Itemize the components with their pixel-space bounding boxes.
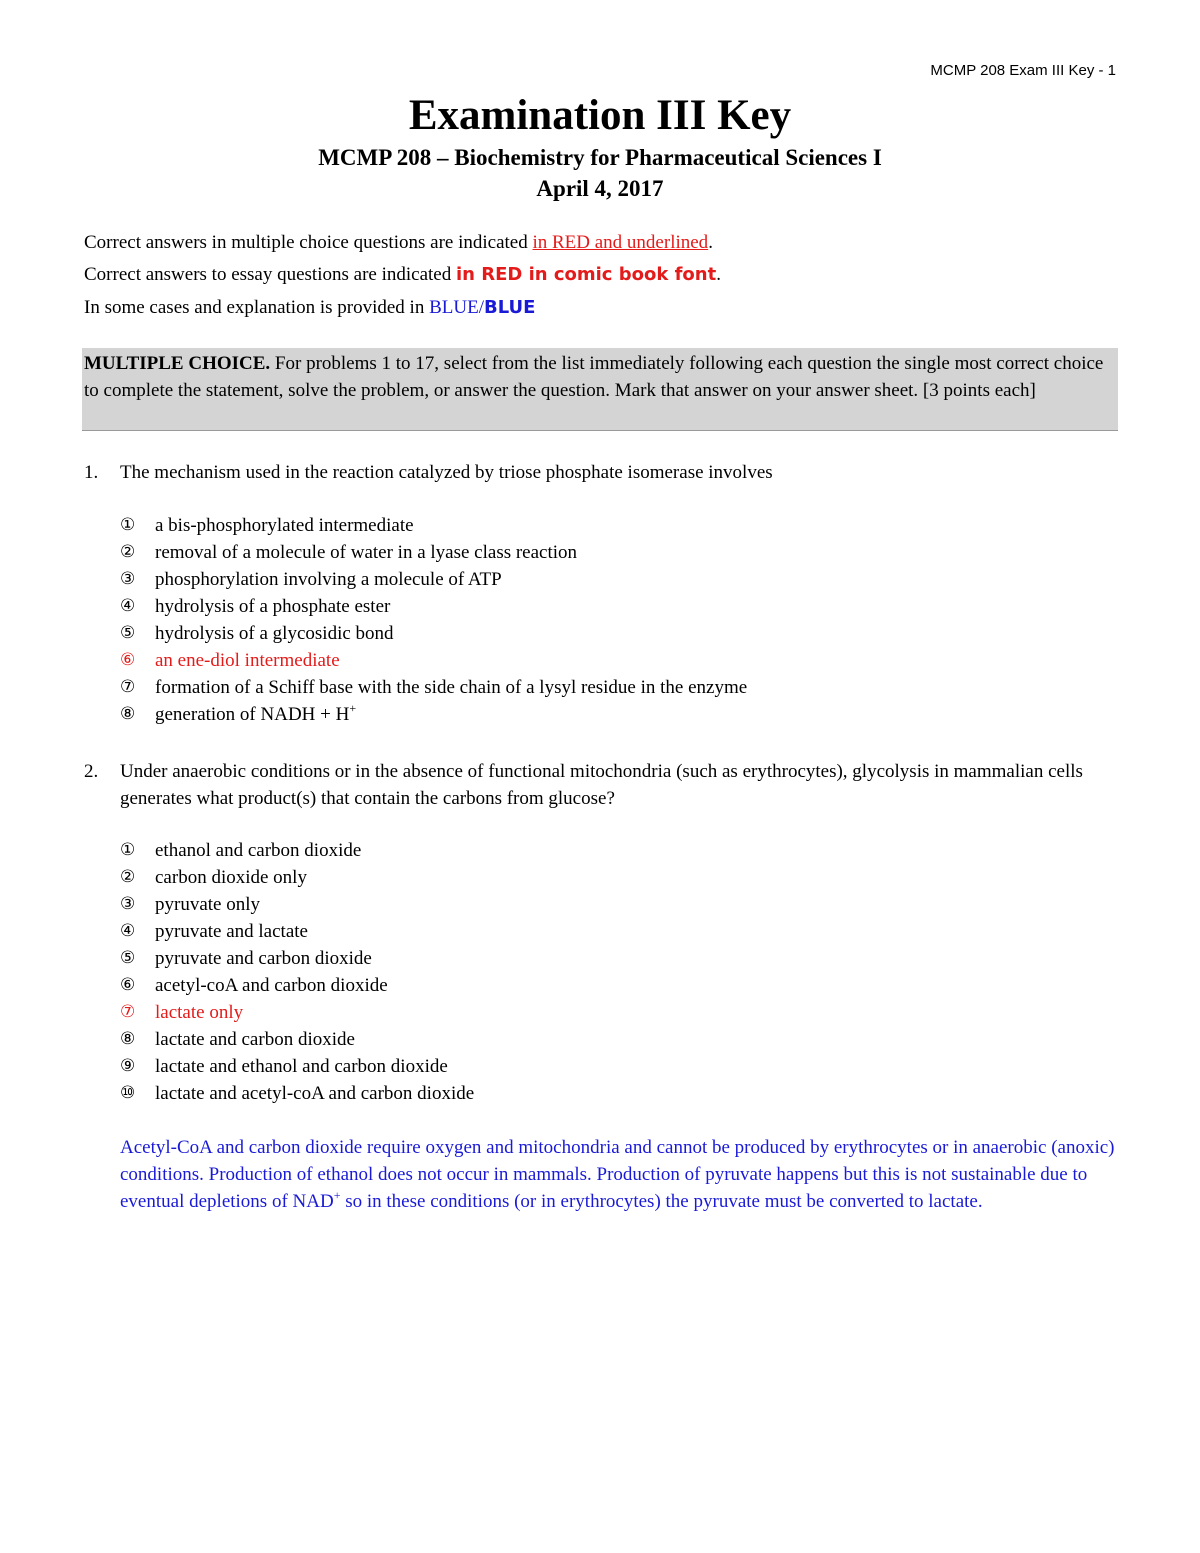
question-text: Under anaerobic conditions or in the absence of functional mitochondria (such as erythrocytes), glycolysis in mammalian cells generates what product(s) that contain the carbons from glucose? xyxy=(120,761,1083,809)
legend-blue-bold: BLUE xyxy=(483,297,536,318)
question-2-explanation xyxy=(120,1134,1120,1215)
instructions-body: For problems 1 to 17, select from the list immediately following each question the single most correct choice to complete the statement, solve the problem, or answer the question. Mark that answer on your answer sheet. [3 points each] xyxy=(84,353,1104,401)
question-text: The mechanism used in the reaction catalyzed by triose phosphate isomerase involves xyxy=(120,462,773,483)
legend-explanation xyxy=(84,296,535,320)
option-marker: ⑨ xyxy=(120,1056,136,1076)
option-marker: ④ xyxy=(120,921,136,941)
option-text: hydrolysis of a glycosidic bond xyxy=(155,623,394,644)
option-text: acetyl-coA and carbon dioxide xyxy=(155,975,388,996)
option-text: a bis-phosphorylated intermediate xyxy=(155,515,414,536)
legend-text: In some cases and explanation is provided in xyxy=(84,297,430,318)
option-text: lactate only xyxy=(155,1002,244,1023)
option-marker: ⑥ xyxy=(120,975,136,995)
option-marker: ⑩ xyxy=(120,1083,136,1103)
running-header: MCMP 208 Exam III Key - 1 xyxy=(930,62,1116,79)
option-marker: ⑦ xyxy=(120,677,136,697)
legend-punct: . xyxy=(708,232,713,253)
option-text: generation of NADH + H xyxy=(155,704,350,725)
option-text: hydrolysis of a phosphate ester xyxy=(155,596,391,617)
legend-essay xyxy=(84,263,721,287)
option-marker: ① xyxy=(120,515,136,535)
legend-text: Correct answers to essay questions are indicated xyxy=(84,264,456,285)
instructions-text xyxy=(84,350,1114,404)
legend-blue: BLUE xyxy=(429,297,479,318)
option-text: lactate and carbon dioxide xyxy=(155,1029,355,1050)
option-marker: ⑦ xyxy=(120,1002,136,1022)
legend-text: Correct answers in multiple choice questions are indicated xyxy=(84,232,533,253)
option-marker: ③ xyxy=(120,894,136,914)
question-number: 1. xyxy=(84,462,99,483)
option-text: an ene-diol intermediate xyxy=(155,650,340,671)
legend-red-underlined: in RED and underlined xyxy=(532,232,709,253)
option-text: pyruvate and lactate xyxy=(155,921,308,942)
legend-slash: / xyxy=(478,297,484,318)
option-marker: ② xyxy=(120,542,136,562)
option-text: ethanol and carbon dioxide xyxy=(155,840,362,861)
explanation-text-cont: so in these conditions (or in erythrocytes) the pyruvate must be converted to lactate. xyxy=(340,1191,983,1212)
option-text-wrap xyxy=(155,701,356,728)
option-text: phosphorylation involving a molecule of ATP xyxy=(155,569,502,590)
option-marker: ⑤ xyxy=(120,948,136,968)
superscript: + xyxy=(333,1188,341,1202)
option-text: lactate and ethanol and carbon dioxide xyxy=(155,1056,448,1077)
option-text: lactate and acetyl-coA and carbon dioxide xyxy=(155,1083,475,1104)
option-marker: ⑧ xyxy=(120,704,136,724)
option-marker: ③ xyxy=(120,569,136,589)
superscript: + xyxy=(349,701,357,715)
course-title: MCMP 208 – Biochemistry for Pharmaceutical Sciences I xyxy=(318,145,882,170)
option-text: carbon dioxide only xyxy=(155,867,307,888)
option-text: removal of a molecule of water in a lyase class reaction xyxy=(155,542,578,563)
option-text: pyruvate and carbon dioxide xyxy=(155,948,372,969)
option-text: pyruvate only xyxy=(155,894,261,915)
instructions-lead: MULTIPLE CHOICE. xyxy=(84,353,271,374)
legend-multiple-choice xyxy=(84,231,713,255)
option-text: formation of a Schiff base with the side chain of a lysyl residue in the enzyme xyxy=(155,677,748,698)
page-title: Examination III Key xyxy=(408,92,792,139)
question-number: 2. xyxy=(84,761,99,782)
legend-punct: . xyxy=(716,264,721,285)
option-marker: ⑧ xyxy=(120,1029,136,1049)
option-marker: ② xyxy=(120,867,136,887)
option-marker: ④ xyxy=(120,596,136,616)
exam-date: April 4, 2017 xyxy=(536,176,664,201)
legend-red-comic: in RED in comic book font xyxy=(455,264,717,285)
option-marker: ⑥ xyxy=(120,650,136,670)
explanation-text: Acetyl-CoA and carbon dioxide require oxygen and mitochondria and cannot be produced by erythrocytes or in anaerobic (anoxic) conditions. Production of ethanol does not occur in mammals. Production of pyruvate happens but this is not sustainable due to eventual depletions of NAD xyxy=(120,1137,1115,1212)
option-marker: ⑤ xyxy=(120,623,136,643)
option-marker: ① xyxy=(120,840,136,860)
